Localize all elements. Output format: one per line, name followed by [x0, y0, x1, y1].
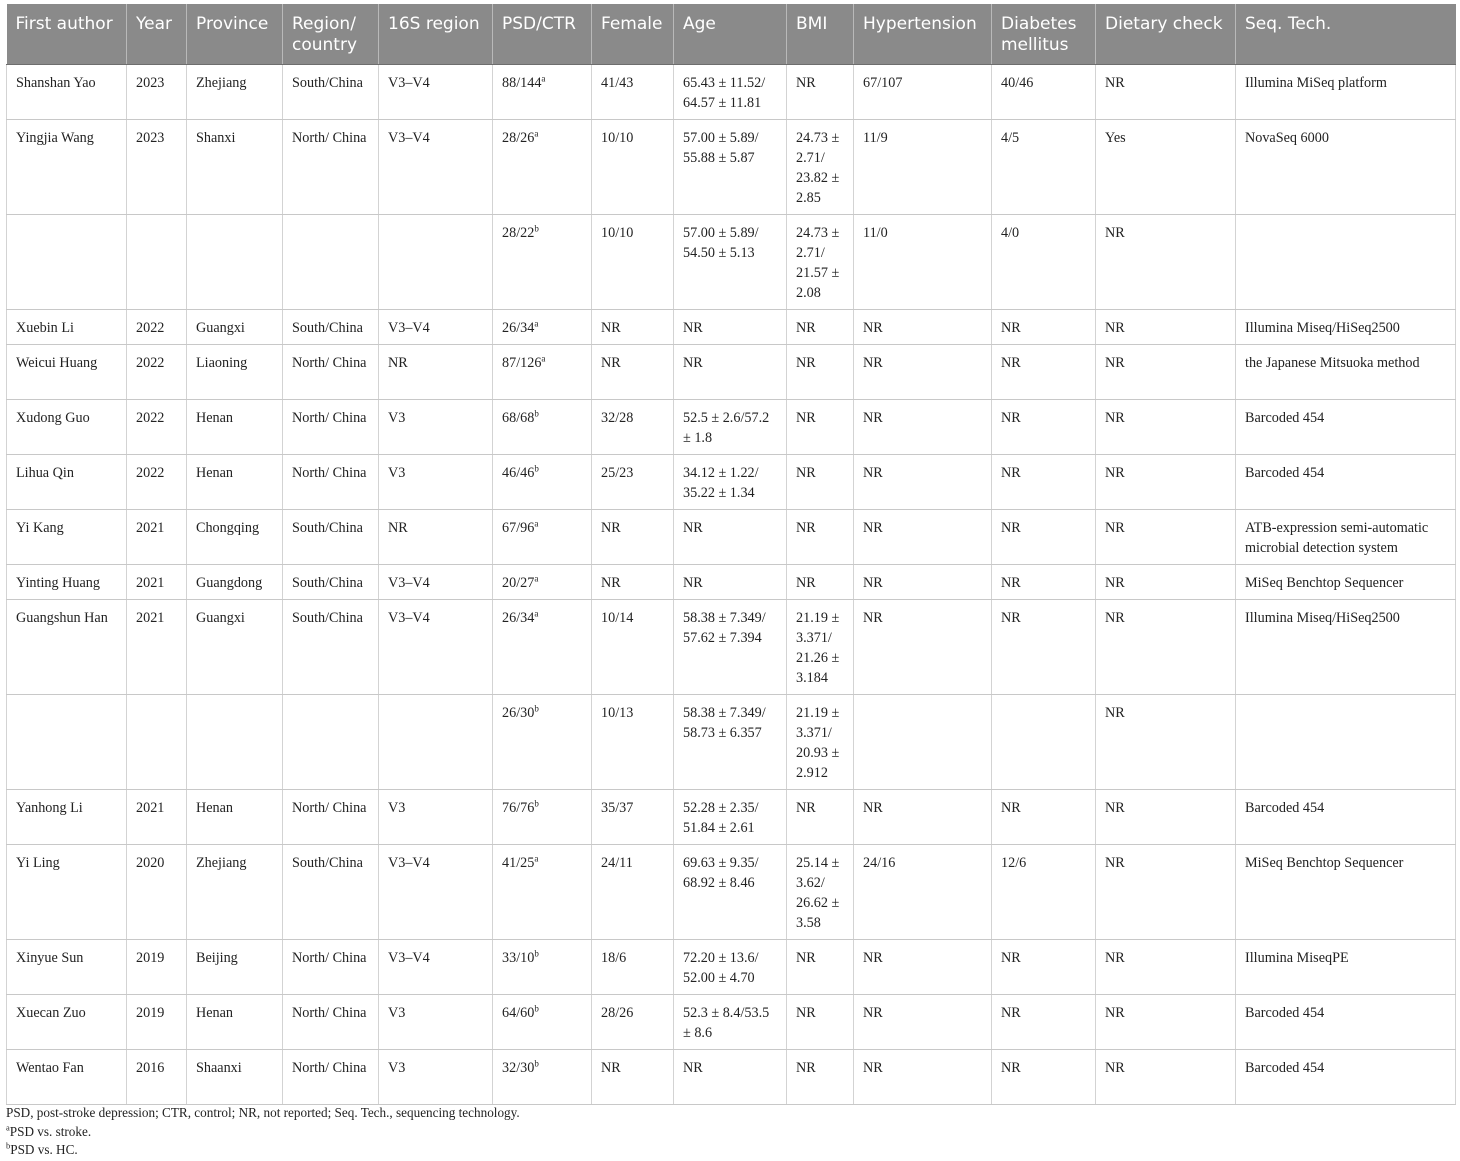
comparison-footnote-mark: b — [534, 1058, 539, 1069]
psd-ctr-cell — [493, 400, 592, 455]
region-16s-cell: V3 — [379, 790, 493, 845]
comparison-footnote-mark: b — [534, 223, 539, 234]
age-cell: 57.00 ± 5.89/ 55.88 ± 5.87 — [674, 120, 787, 215]
seq-tech-cell: the Japanese Mitsuoka method — [1236, 345, 1456, 400]
footnote-b-text: PSD vs. HC. — [10, 1142, 78, 1157]
diabetes-cell: NR — [992, 310, 1096, 345]
province-cell: Henan — [187, 790, 283, 845]
year-cell: 2021 — [127, 510, 187, 565]
table-row — [7, 310, 1456, 345]
first-author-cell: Yanhong Li — [7, 790, 127, 845]
region-cell: North/ China — [283, 940, 379, 995]
bmi-cell: NR — [787, 565, 854, 600]
psd-ctr-value: 26/30 — [502, 705, 535, 721]
female-cell: 41/43 — [592, 65, 674, 120]
seq-tech-cell: Barcoded 454 — [1236, 790, 1456, 845]
column-header: 16S region — [379, 4, 493, 65]
hypertension-cell: 11/0 — [854, 215, 992, 310]
psd-ctr-value: 28/26 — [502, 130, 535, 146]
column-header: Seq. Tech. — [1236, 4, 1456, 65]
column-header: Region/ country — [283, 4, 379, 65]
province-cell: Liaoning — [187, 345, 283, 400]
diabetes-cell: NR — [992, 790, 1096, 845]
psd-ctr-cell — [493, 120, 592, 215]
diabetes-cell: NR — [992, 400, 1096, 455]
year-cell: 2021 — [127, 565, 187, 600]
bmi-cell: NR — [787, 940, 854, 995]
comparison-footnote-mark: a — [534, 608, 539, 619]
dietary-check-cell: NR — [1096, 400, 1236, 455]
seq-tech-cell: Barcoded 454 — [1236, 400, 1456, 455]
footnote-a-text: PSD vs. stroke. — [9, 1123, 92, 1139]
age-cell: 69.63 ± 9.35/ 68.92 ± 8.46 — [674, 845, 787, 940]
psd-ctr-cell — [493, 565, 592, 600]
psd-ctr-cell — [493, 455, 592, 510]
seq-tech-cell: Illumina Miseq/HiSeq2500 — [1236, 600, 1456, 695]
diabetes-cell: NR — [992, 455, 1096, 510]
female-cell: NR — [592, 310, 674, 345]
year-cell: 2022 — [127, 455, 187, 510]
abbreviations-note: PSD, post-stroke depression; CTR, control; NR, not reported; Seq. Tech., sequencing technology. — [6, 1105, 520, 1120]
study-characteristics-table-wrapper — [6, 4, 1455, 1105]
psd-ctr-cell — [493, 65, 592, 120]
bmi-cell: 24.73 ± 2.71/ 21.57 ± 2.08 — [787, 215, 854, 310]
psd-ctr-value: 33/10 — [502, 950, 535, 966]
region-cell — [283, 215, 379, 310]
province-cell: Guangdong — [187, 565, 283, 600]
bmi-cell: 21.19 ± 3.371/ 21.26 ± 3.184 — [787, 600, 854, 695]
hypertension-cell: NR — [854, 510, 992, 565]
female-cell: 25/23 — [592, 455, 674, 510]
region-16s-cell: NR — [379, 510, 493, 565]
table-header-row — [7, 4, 1456, 65]
table-row — [7, 695, 1456, 790]
diabetes-cell: NR — [992, 510, 1096, 565]
hypertension-cell — [854, 695, 992, 790]
comparison-footnote-mark: a — [534, 853, 539, 864]
dietary-check-cell: NR — [1096, 510, 1236, 565]
province-cell: Zhejiang — [187, 845, 283, 940]
diabetes-cell: NR — [992, 1050, 1096, 1105]
bmi-cell: 25.14 ± 3.62/ 26.62 ± 3.58 — [787, 845, 854, 940]
column-header: Female — [592, 4, 674, 65]
province-cell: Guangxi — [187, 310, 283, 345]
bmi-cell: NR — [787, 345, 854, 400]
region-16s-cell: V3–V4 — [379, 845, 493, 940]
region-cell: South/China — [283, 565, 379, 600]
first-author-cell: Yi Ling — [7, 845, 127, 940]
psd-ctr-cell — [493, 845, 592, 940]
female-cell: 18/6 — [592, 940, 674, 995]
dietary-check-cell: NR — [1096, 565, 1236, 600]
region-16s-cell — [379, 215, 493, 310]
female-cell: 28/26 — [592, 995, 674, 1050]
comparison-footnote-mark: b — [534, 798, 539, 809]
first-author-cell: Xudong Guo — [7, 400, 127, 455]
female-cell: 10/14 — [592, 600, 674, 695]
first-author-cell: Yinting Huang — [7, 565, 127, 600]
female-cell: 10/13 — [592, 695, 674, 790]
first-author-cell — [7, 215, 127, 310]
bmi-cell: NR — [787, 400, 854, 455]
table-body — [7, 65, 1456, 1105]
diabetes-cell: NR — [992, 565, 1096, 600]
female-cell: 10/10 — [592, 120, 674, 215]
dietary-check-cell: NR — [1096, 995, 1236, 1050]
seq-tech-cell: MiSeq Benchtop Sequencer — [1236, 845, 1456, 940]
comparison-footnote-mark: a — [534, 318, 539, 329]
province-cell: Henan — [187, 455, 283, 510]
region-16s-cell: NR — [379, 345, 493, 400]
hypertension-cell: NR — [854, 600, 992, 695]
psd-ctr-value: 87/126 — [502, 355, 542, 371]
first-author-cell: Weicui Huang — [7, 345, 127, 400]
region-cell: South/China — [283, 845, 379, 940]
year-cell: 2022 — [127, 345, 187, 400]
psd-ctr-cell — [493, 600, 592, 695]
year-cell: 2019 — [127, 995, 187, 1050]
table-footnotes — [6, 1104, 520, 1160]
column-header: PSD/CTR — [493, 4, 592, 65]
year-cell: 2016 — [127, 1050, 187, 1105]
region-16s-cell: V3–V4 — [379, 565, 493, 600]
psd-ctr-value: 76/76 — [502, 800, 535, 816]
psd-ctr-cell — [493, 215, 592, 310]
comparison-footnote-mark: b — [534, 463, 539, 474]
age-cell: 52.5 ± 2.6/57.2 ± 1.8 — [674, 400, 787, 455]
region-16s-cell — [379, 695, 493, 790]
seq-tech-cell: Barcoded 454 — [1236, 455, 1456, 510]
seq-tech-cell: NovaSeq 6000 — [1236, 120, 1456, 215]
age-cell: NR — [674, 345, 787, 400]
first-author-cell: Xuebin Li — [7, 310, 127, 345]
age-cell: 72.20 ± 13.6/ 52.00 ± 4.70 — [674, 940, 787, 995]
dietary-check-cell: NR — [1096, 345, 1236, 400]
table-row — [7, 215, 1456, 310]
psd-ctr-value: 67/96 — [502, 520, 535, 536]
seq-tech-cell: MiSeq Benchtop Sequencer — [1236, 565, 1456, 600]
age-cell: NR — [674, 565, 787, 600]
comparison-footnote-mark: b — [534, 948, 539, 959]
diabetes-cell: NR — [992, 995, 1096, 1050]
region-cell: North/ China — [283, 345, 379, 400]
psd-ctr-cell — [493, 310, 592, 345]
footnote-a — [6, 1123, 520, 1142]
region-cell: North/ China — [283, 400, 379, 455]
region-16s-cell: V3 — [379, 1050, 493, 1105]
diabetes-cell — [992, 695, 1096, 790]
female-cell: 24/11 — [592, 845, 674, 940]
seq-tech-cell: Barcoded 454 — [1236, 1050, 1456, 1105]
dietary-check-cell: NR — [1096, 65, 1236, 120]
province-cell — [187, 695, 283, 790]
first-author-cell — [7, 695, 127, 790]
column-header: Province — [187, 4, 283, 65]
dietary-check-cell: NR — [1096, 845, 1236, 940]
dietary-check-cell: NR — [1096, 1050, 1236, 1105]
hypertension-cell: NR — [854, 565, 992, 600]
age-cell: 57.00 ± 5.89/ 54.50 ± 5.13 — [674, 215, 787, 310]
age-cell: 58.38 ± 7.349/ 57.62 ± 7.394 — [674, 600, 787, 695]
female-cell: 35/37 — [592, 790, 674, 845]
diabetes-cell: NR — [992, 600, 1096, 695]
psd-ctr-value: 68/68 — [502, 410, 535, 426]
age-cell: 52.28 ± 2.35/ 51.84 ± 2.61 — [674, 790, 787, 845]
psd-ctr-value: 20/27 — [502, 575, 535, 591]
bmi-cell: NR — [787, 995, 854, 1050]
comparison-footnote-mark: a — [541, 73, 546, 84]
year-cell: 2019 — [127, 940, 187, 995]
seq-tech-cell — [1236, 695, 1456, 790]
province-cell: Beijing — [187, 940, 283, 995]
psd-ctr-cell — [493, 695, 592, 790]
region-16s-cell: V3–V4 — [379, 940, 493, 995]
hypertension-cell: NR — [854, 400, 992, 455]
hypertension-cell: NR — [854, 995, 992, 1050]
age-cell: 65.43 ± 11.52/ 64.57 ± 11.81 — [674, 65, 787, 120]
year-cell: 2022 — [127, 400, 187, 455]
psd-ctr-cell — [493, 940, 592, 995]
footnote-b — [6, 1141, 520, 1160]
bmi-cell: NR — [787, 65, 854, 120]
first-author-cell: Yingjia Wang — [7, 120, 127, 215]
hypertension-cell: 67/107 — [854, 65, 992, 120]
province-cell: Shaanxi — [187, 1050, 283, 1105]
year-cell: 2021 — [127, 600, 187, 695]
hypertension-cell: NR — [854, 345, 992, 400]
table-row — [7, 940, 1456, 995]
province-cell: Shanxi — [187, 120, 283, 215]
region-16s-cell: V3–V4 — [379, 600, 493, 695]
region-16s-cell: V3–V4 — [379, 65, 493, 120]
seq-tech-cell: Illumina Miseq/HiSeq2500 — [1236, 310, 1456, 345]
year-cell: 2021 — [127, 790, 187, 845]
region-16s-cell: V3 — [379, 455, 493, 510]
table-row — [7, 1050, 1456, 1105]
first-author-cell: Yi Kang — [7, 510, 127, 565]
column-header: Age — [674, 4, 787, 65]
psd-ctr-cell — [493, 345, 592, 400]
column-header: First author — [7, 4, 127, 65]
year-cell — [127, 695, 187, 790]
psd-ctr-value: 88/144 — [502, 75, 542, 91]
psd-ctr-value: 28/22 — [502, 225, 535, 241]
age-cell: NR — [674, 310, 787, 345]
region-cell: North/ China — [283, 455, 379, 510]
region-cell: North/ China — [283, 120, 379, 215]
seq-tech-cell: Illumina MiseqPE — [1236, 940, 1456, 995]
study-characteristics-table — [6, 4, 1456, 1105]
region-cell: South/China — [283, 65, 379, 120]
first-author-cell: Xuecan Zuo — [7, 995, 127, 1050]
region-16s-cell: V3–V4 — [379, 120, 493, 215]
first-author-cell: Lihua Qin — [7, 455, 127, 510]
bmi-cell: NR — [787, 790, 854, 845]
psd-ctr-value: 32/30 — [502, 1060, 535, 1076]
year-cell — [127, 215, 187, 310]
diabetes-cell: 4/0 — [992, 215, 1096, 310]
dietary-check-cell: NR — [1096, 695, 1236, 790]
female-cell: NR — [592, 565, 674, 600]
region-cell: North/ China — [283, 790, 379, 845]
bmi-cell: NR — [787, 510, 854, 565]
hypertension-cell: NR — [854, 310, 992, 345]
diabetes-cell: 40/46 — [992, 65, 1096, 120]
age-cell: NR — [674, 1050, 787, 1105]
bmi-cell: NR — [787, 1050, 854, 1105]
dietary-check-cell: NR — [1096, 455, 1236, 510]
psd-ctr-value: 64/60 — [502, 1005, 535, 1021]
psd-ctr-cell — [493, 510, 592, 565]
dietary-check-cell: NR — [1096, 790, 1236, 845]
bmi-cell: 21.19 ± 3.371/ 20.93 ± 2.912 — [787, 695, 854, 790]
seq-tech-cell — [1236, 215, 1456, 310]
psd-ctr-cell — [493, 790, 592, 845]
seq-tech-cell: Illumina MiSeq platform — [1236, 65, 1456, 120]
region-cell: South/China — [283, 510, 379, 565]
diabetes-cell: NR — [992, 940, 1096, 995]
psd-ctr-value: 46/46 — [502, 465, 535, 481]
age-cell: NR — [674, 510, 787, 565]
hypertension-cell: NR — [854, 940, 992, 995]
region-16s-cell: V3 — [379, 995, 493, 1050]
dietary-check-cell: NR — [1096, 600, 1236, 695]
dietary-check-cell: NR — [1096, 940, 1236, 995]
diabetes-cell: 12/6 — [992, 845, 1096, 940]
province-cell — [187, 215, 283, 310]
diabetes-cell: 4/5 — [992, 120, 1096, 215]
psd-ctr-cell — [493, 995, 592, 1050]
province-cell: Guangxi — [187, 600, 283, 695]
female-cell: NR — [592, 345, 674, 400]
bmi-cell: NR — [787, 310, 854, 345]
diabetes-cell: NR — [992, 345, 1096, 400]
region-cell — [283, 695, 379, 790]
region-cell: North/ China — [283, 1050, 379, 1105]
psd-ctr-value: 26/34 — [502, 610, 535, 626]
hypertension-cell: 11/9 — [854, 120, 992, 215]
comparison-footnote-mark: b — [534, 408, 539, 419]
table-row — [7, 400, 1456, 455]
region-16s-cell: V3–V4 — [379, 310, 493, 345]
column-header: Year — [127, 4, 187, 65]
age-cell: 34.12 ± 1.22/ 35.22 ± 1.34 — [674, 455, 787, 510]
comparison-footnote-mark: a — [534, 128, 539, 139]
table-row — [7, 600, 1456, 695]
first-author-cell: Guangshun Han — [7, 600, 127, 695]
seq-tech-cell: Barcoded 454 — [1236, 995, 1456, 1050]
column-header: BMI — [787, 4, 854, 65]
female-cell: 10/10 — [592, 215, 674, 310]
psd-ctr-value: 26/34 — [502, 320, 535, 336]
table-row — [7, 995, 1456, 1050]
first-author-cell: Wentao Fan — [7, 1050, 127, 1105]
region-cell: South/China — [283, 310, 379, 345]
dietary-check-cell: NR — [1096, 310, 1236, 345]
column-header: Dietary check — [1096, 4, 1236, 65]
year-cell: 2022 — [127, 310, 187, 345]
table-row — [7, 120, 1456, 215]
year-cell: 2023 — [127, 65, 187, 120]
psd-ctr-value: 41/25 — [502, 855, 535, 871]
comparison-footnote-mark: b — [534, 703, 539, 714]
psd-ctr-cell — [493, 1050, 592, 1105]
female-cell: NR — [592, 510, 674, 565]
age-cell: 52.3 ± 8.4/53.5 ± 8.6 — [674, 995, 787, 1050]
hypertension-cell: NR — [854, 1050, 992, 1105]
first-author-cell: Xinyue Sun — [7, 940, 127, 995]
footnote-b-mark: b — [6, 1140, 11, 1151]
hypertension-cell: 24/16 — [854, 845, 992, 940]
footnote-a-mark: a — [6, 1122, 10, 1133]
comparison-footnote-mark: b — [534, 1003, 539, 1014]
table-row — [7, 565, 1456, 600]
hypertension-cell: NR — [854, 455, 992, 510]
table-row — [7, 510, 1456, 565]
comparison-footnote-mark: a — [534, 518, 539, 529]
female-cell: 32/28 — [592, 400, 674, 455]
table-row — [7, 455, 1456, 510]
region-cell: North/ China — [283, 995, 379, 1050]
comparison-footnote-mark: a — [541, 353, 546, 364]
hypertension-cell: NR — [854, 790, 992, 845]
dietary-check-cell: NR — [1096, 215, 1236, 310]
seq-tech-cell: ATB-expression semi-automatic microbial detection system — [1236, 510, 1456, 565]
age-cell: 58.38 ± 7.349/ 58.73 ± 6.357 — [674, 695, 787, 790]
region-cell: South/China — [283, 600, 379, 695]
table-row — [7, 345, 1456, 400]
table-row — [7, 65, 1456, 120]
region-16s-cell: V3 — [379, 400, 493, 455]
bmi-cell: 24.73 ± 2.71/ 23.82 ± 2.85 — [787, 120, 854, 215]
year-cell: 2023 — [127, 120, 187, 215]
female-cell: NR — [592, 1050, 674, 1105]
first-author-cell: Shanshan Yao — [7, 65, 127, 120]
table-row — [7, 845, 1456, 940]
comparison-footnote-mark: a — [534, 573, 539, 584]
province-cell: Chongqing — [187, 510, 283, 565]
column-header: Diabetes mellitus — [992, 4, 1096, 65]
dietary-check-cell: Yes — [1096, 120, 1236, 215]
bmi-cell: NR — [787, 455, 854, 510]
year-cell: 2020 — [127, 845, 187, 940]
province-cell: Henan — [187, 400, 283, 455]
table-row — [7, 790, 1456, 845]
column-header: Hypertension — [854, 4, 992, 65]
province-cell: Zhejiang — [187, 65, 283, 120]
province-cell: Henan — [187, 995, 283, 1050]
